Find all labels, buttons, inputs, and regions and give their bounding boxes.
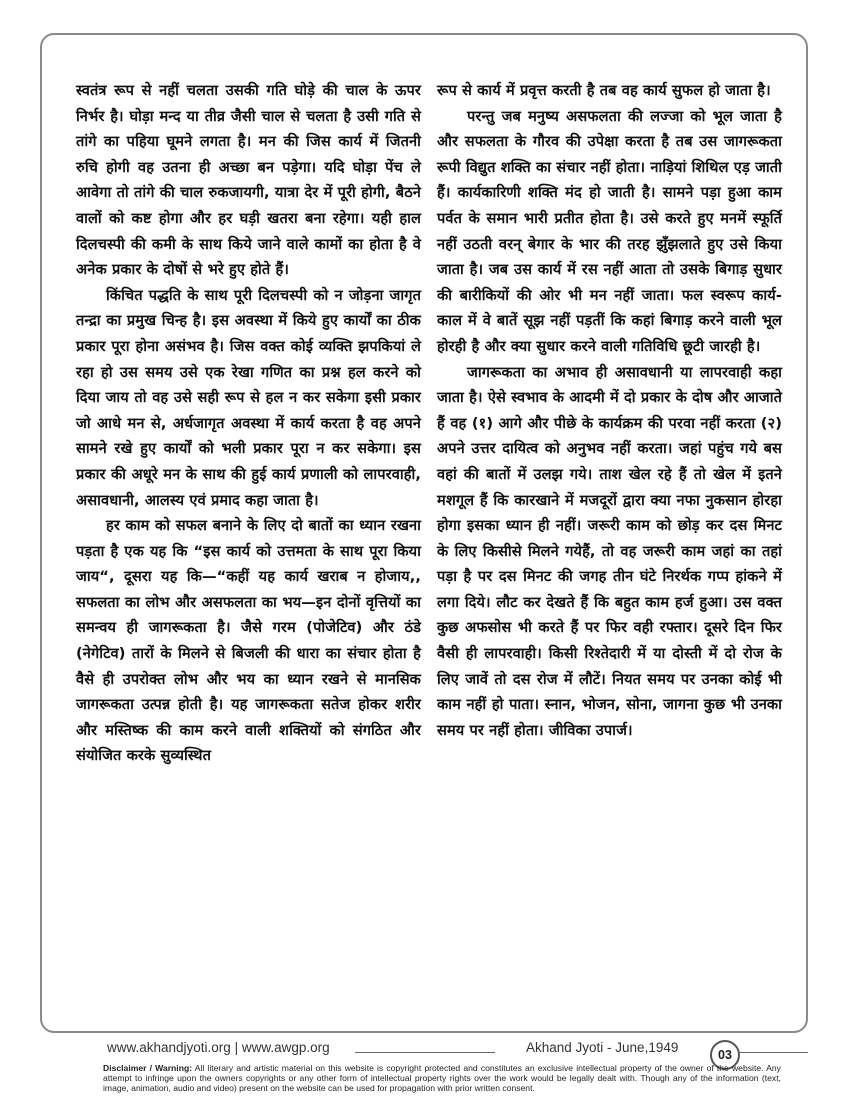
paragraph: रूप से कार्य में प्रवृत्त करती है तब वह कार्य सुफल हो जाता है। [437, 82, 771, 99]
footer-divider [740, 1052, 808, 1053]
paragraph: किंचित पद्धति के साथ पूरी दिलचस्पी को न जोड़ना जागृत तन्द्रा का प्रमुख चिन्ह है। इस अवस्था में किये हुए कार्यों का ठीक प्रकार पूरा होना असंभव है। जिस वक्त कोई व्यक्ति झपकियां ले रहा हो उस समय उसे एक रेखा गणित का प्रश्न हल करने को दिया जाय तो वह उसे सही रूप से हल न कर सकेगा इसी प्रकार जो आधे मन से, अर्धजागृत अवस्था में कार्य करता है वह अपने सामने रखे हुए कार्यों को भली प्रकार पूरा न कर सकेगा। इस प्रकार की अधूरे मन के साथ की हुई कार्य प्रणाली को लापरवाही, असावधानी, आलस्य एवं प्रमाद कहा जाता है। [76, 286, 421, 509]
paragraph: स्वतंत्र रूप से नहीं चलता उसकी गति घोड़े की चाल के ऊपर निर्भर है। घोड़ा मन्द या तीव्र जैसी चाल से चलता है उसी गति से तांगे का पहिया घूमने लगता है। मन की जिस कार्य में जितनी रुचि होगी वह उतना ही अच्छा बन पड़ेगा। यदि घोड़ा पेंच ले आवेगा तो तांगे की चाल रुकजायगी, यात्रा देर में पूरी होगी, बैठने वालों को कष्ट होगा और हर घड़ी खतरा बना रहेगा। यही हाल दिलचस्पी की कमी के साथ किये जाने वाले कामों का होता है वे अनेक प्रकार के दोषों से भरे हुए होते हैं। [76, 82, 421, 279]
right-text-column [437, 78, 782, 743]
footer-website-links[interactable]: www.akhandjyoti.org | www.awgp.org [103, 1040, 334, 1055]
footer-magazine-issue: Akhand Jyoti - June,1949 [522, 1040, 682, 1055]
paragraph: जागरूकता का अभाव ही असावधानी या लापरवाही कहा जाता है। ऐसे स्वभाव के आदमी में दो प्रकार के दोष और आजाते हैं वह (१) आगे और पीछे के कार्यक्रम की परवा नहीं करता (२) अपने उत्तर दायित्व को अनुभव नहीं करता। जहां पहुंच गये बस वहां की बातों में उलझ गये। ताश खेल रहे हैं तो खेल में इतने मशगूल हैं कि कारखाने में मजदूरों द्वारा क्या नफा नुकसान होरहा होगा इसका ध्यान ही नहीं। जरूरी काम को छोड़ कर दस मिनट के लिए किसीसे मिलने गयेहैं, तो वह जरूरी काम जहां का तहां पड़ा है पर दस मिनट की जगह तीन घंटे निरर्थक गप्प हांकने में लगा दिये। लौट कर देखते हैं कि बहुत काम हर्ज हुआ। उस वक्त कुछ अफसोस भी करते हैं पर फिर वही रफ्तार। दूसरे दिन फिर वैसी ही लापरवाही। किसी रिश्तेदारी में या दोस्ती में दो रोज के लिए जावें तो दस रोज में लौटें। नियत समय पर उनका कोई भी काम नहीं हो पाता। स्नान, भोजन, सोना, जागना कुछ भी उनका समय पर नहीं होता। जीविका उपार्ज। [437, 363, 782, 739]
paragraph: परन्तु जब मनुष्य असफलता की लज्जा को भूल जाता है और सफलता के गौरव की उपेक्षा करता है तब उस जागरूकता रूपी विद्युत शक्ति का संचार नहीं होता। नाड़ियां शिथिल एड़ जाती हैं। कार्यकारिणी शक्ति मंद हो जाती है। सामने पड़ा हुआ काम पर्वत के समान भारी प्रतीत होता है। उसे करते हुए मनमें स्फूर्ति नहीं उठती वरन् बेगार के भार की तरह झुँझलाते हुए उसे किया जाता है। जब उस कार्य में रस नहीं आता तो उसके बिगाड़ सुधार की बारीकियों की ओर भी मन नहीं जाता। फल स्वरूप कार्य-काल में वे बातें सूझ नहीं पड़तीं कि कहां बिगाड़ करने वाली भूल होरही है और क्या सुधार करने वाली गतिविधि छूटी जारही है। [437, 107, 782, 355]
page-number-badge: 03 [710, 1040, 740, 1070]
paragraph: हर काम को सफल बनाने के लिए दो बातों का ध्यान रखना पड़ता है एक यह कि “इस कार्य को उत्तमता के साथ पूरा किया जाय“, दूसरा यह कि—“कहीं यह कार्य खराब न होजाय,, सफलता का लोभ और असफलता का भय—इन दोनों वृत्तियों का समन्वय ही जागरूकता है। जैसे गरम (पोजेटिव) और ठंडे (नेगेटिव) तारों के मिलने से बिजली की धारा का संचार होता है वैसे ही उपरोक्त लोभ और भय का ध्यान रखने से मानसिक जागरूकता उत्पन्न होती है। यह जागरूकता सतेज होकर शरीर और मस्तिष्क की काम करने वाली शक्तियों को संगठित और संयोजित करके सुव्यस्थित [76, 517, 421, 765]
disclaimer-label: Disclaimer / Warning: [103, 1063, 193, 1073]
footer-divider [355, 1052, 495, 1053]
disclaimer [103, 1063, 781, 1093]
left-text-column [76, 78, 421, 769]
disclaimer-text: All literary and artistic material on this website is copyright protected and constitutes an exclusive intellectual property of the owner of the website. Any attempt to infringe upon the owners copyrights or any other form of intellectual property rights over the work would be legally dealt with. Though any of the information (text, image, animation, audio and video) present on the website can be used for propagation with prior written consent. [103, 1063, 781, 1093]
